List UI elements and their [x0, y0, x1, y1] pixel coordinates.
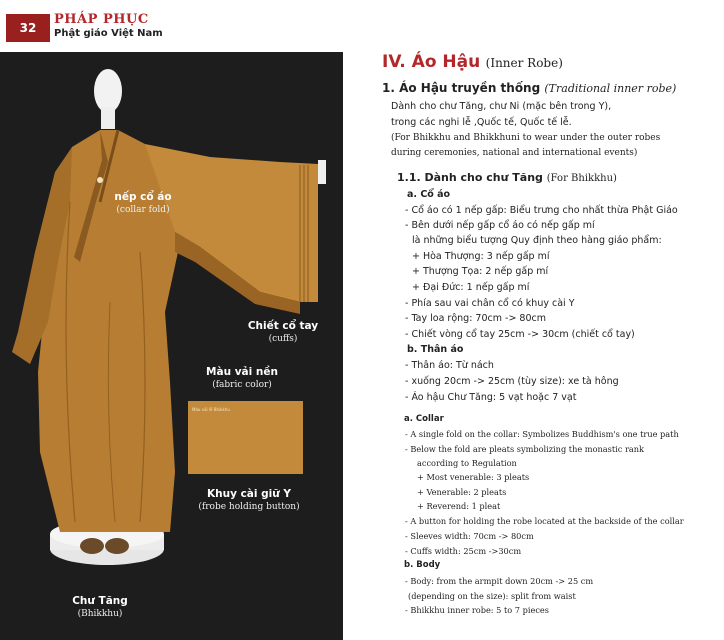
collar-vn-item: là những biểu tượng Quy định theo hàng giáo phẩm: [412, 235, 662, 246]
body-vn-item: - Áo hậu Chư Tăng: 5 vạt hoặc 7 vạt [405, 392, 577, 403]
brand-title: PHÁP PHỤC [54, 12, 149, 27]
intro-en-line-2: during ceremonies, national and international events) [391, 148, 638, 158]
fabric-color-label [196, 366, 288, 390]
button-label [186, 488, 312, 512]
section-title [382, 52, 563, 72]
section-title-en: (Inner Robe) [485, 56, 563, 70]
page-header [0, 0, 724, 52]
content-panel [343, 52, 724, 640]
body-en-item: - Bhikkhu inner robe: 5 to 7 pieces [405, 605, 549, 615]
subsection-1-heading-en: (Traditional inner robe) [544, 82, 677, 95]
collar-vn-item: + Hòa Thượng: 3 nếp gấp mí [412, 251, 550, 262]
swatch-text: Màu vải lễ Bhikkhu [192, 407, 230, 412]
collar-en-item: - Cuffs width: 25cm ->30cm [405, 546, 522, 556]
subsection-1-heading [382, 81, 676, 95]
section-title-vn: IV. Áo Hậu [382, 52, 481, 72]
brand-subtitle: Phật giáo Việt Nam [54, 28, 163, 39]
body-en-heading: b. Body [404, 560, 441, 570]
collar-en-heading: a. Collar [404, 414, 444, 424]
collar-vn-item: + Thượng Tọa: 2 nếp gấp mí [412, 266, 549, 277]
body-en-item: - Body: from the armpit down 20cm -> 25 cm [405, 576, 594, 586]
monk-label-en: (Bhikkhu) [77, 609, 123, 619]
intro-en-line-1: (For Bhikkhu and Bhikkhuni to wear under the outer robes [391, 133, 661, 143]
collar-vn-heading: a. Cổ áo [407, 189, 451, 200]
fabric-color-swatch [188, 401, 303, 474]
collar-en-item: + Reverend: 1 pleat [417, 501, 501, 511]
collar-en-item: - Sleeves width: 70cm -> 80cm [405, 531, 534, 541]
robe-illustration [0, 52, 343, 640]
body-vn-item: - xuống 20cm -> 25cm (tùy size): xe tà hông [405, 376, 619, 387]
cuffs-label-vn: Chiết cổ tay [247, 320, 319, 332]
cuffs-label [243, 320, 323, 344]
body-en-item: (depending on the size): split from waist [408, 591, 576, 601]
button-label-en: (frobe holding button) [198, 502, 300, 512]
collar-vn-item: - Cổ áo có 1 nếp gấp: Biểu trưng cho nhất thừa Phật Giáo [405, 205, 678, 216]
intro-vn-line-1: Dành cho chư Tăng, chư Ni (mặc bên trong Y), [391, 101, 612, 112]
collar-en-item: + Venerable: 2 pleats [417, 487, 507, 497]
collar-fold-label-en: (collar fold) [116, 205, 170, 215]
subsection-1-1-heading-en: (For Bhikkhu) [546, 173, 617, 184]
monk-label [58, 595, 142, 619]
collar-en-item: - A button for holding the robe located at the backside of the collar [405, 516, 684, 526]
collar-vn-item: + Đại Đức: 1 nếp gấp mí [412, 282, 530, 293]
body-vn-heading: b. Thân áo [407, 344, 464, 355]
page-number: 32 [6, 14, 50, 42]
collar-en-item: - Below the fold are pleats symbolizing the monastic rank [405, 444, 644, 454]
subsection-1-1-heading [397, 171, 617, 184]
robe-photo [0, 52, 343, 640]
monk-label-vn: Chư Tăng [72, 595, 128, 607]
fabric-color-label-vn: Màu vải nền [206, 366, 278, 378]
cuffs-label-en: (cuffs) [268, 334, 298, 344]
fabric-color-label-en: (fabric color) [212, 380, 272, 390]
collar-vn-item: - Bên dưới nếp gấp cổ áo có nếp gấp mí [405, 220, 595, 231]
subsection-1-heading-vn: 1. Áo Hậu truyền thống [382, 81, 541, 95]
collar-fold-label-vn: nếp cổ áo [114, 191, 172, 203]
collar-vn-item: - Tay loa rộng: 70cm -> 80cm [405, 313, 546, 324]
button-label-vn: Khuy cài giữ Y [207, 488, 291, 500]
intro-vn-line-2: trong các nghi lễ ,Quốc tế, Quốc tế lễ. [391, 117, 572, 128]
brand [54, 12, 163, 39]
collar-vn-item: - Phía sau vai chân cổ có khuy cài Y [405, 298, 575, 309]
collar-fold-label [106, 191, 180, 215]
collar-en-item: according to Regulation [417, 458, 517, 468]
body-vn-item: - Thân áo: Từ nách [405, 360, 494, 371]
collar-en-item: + Most venerable: 3 pleats [417, 472, 530, 482]
collar-vn-item: - Chiết vòng cổ tay 25cm -> 30cm (chiết cổ tay) [405, 329, 635, 340]
subsection-1-1-heading-vn: 1.1. Dành cho chư Tăng [397, 171, 543, 184]
collar-en-item: - A single fold on the collar: Symbolizes Buddhism's one true path [405, 429, 679, 439]
